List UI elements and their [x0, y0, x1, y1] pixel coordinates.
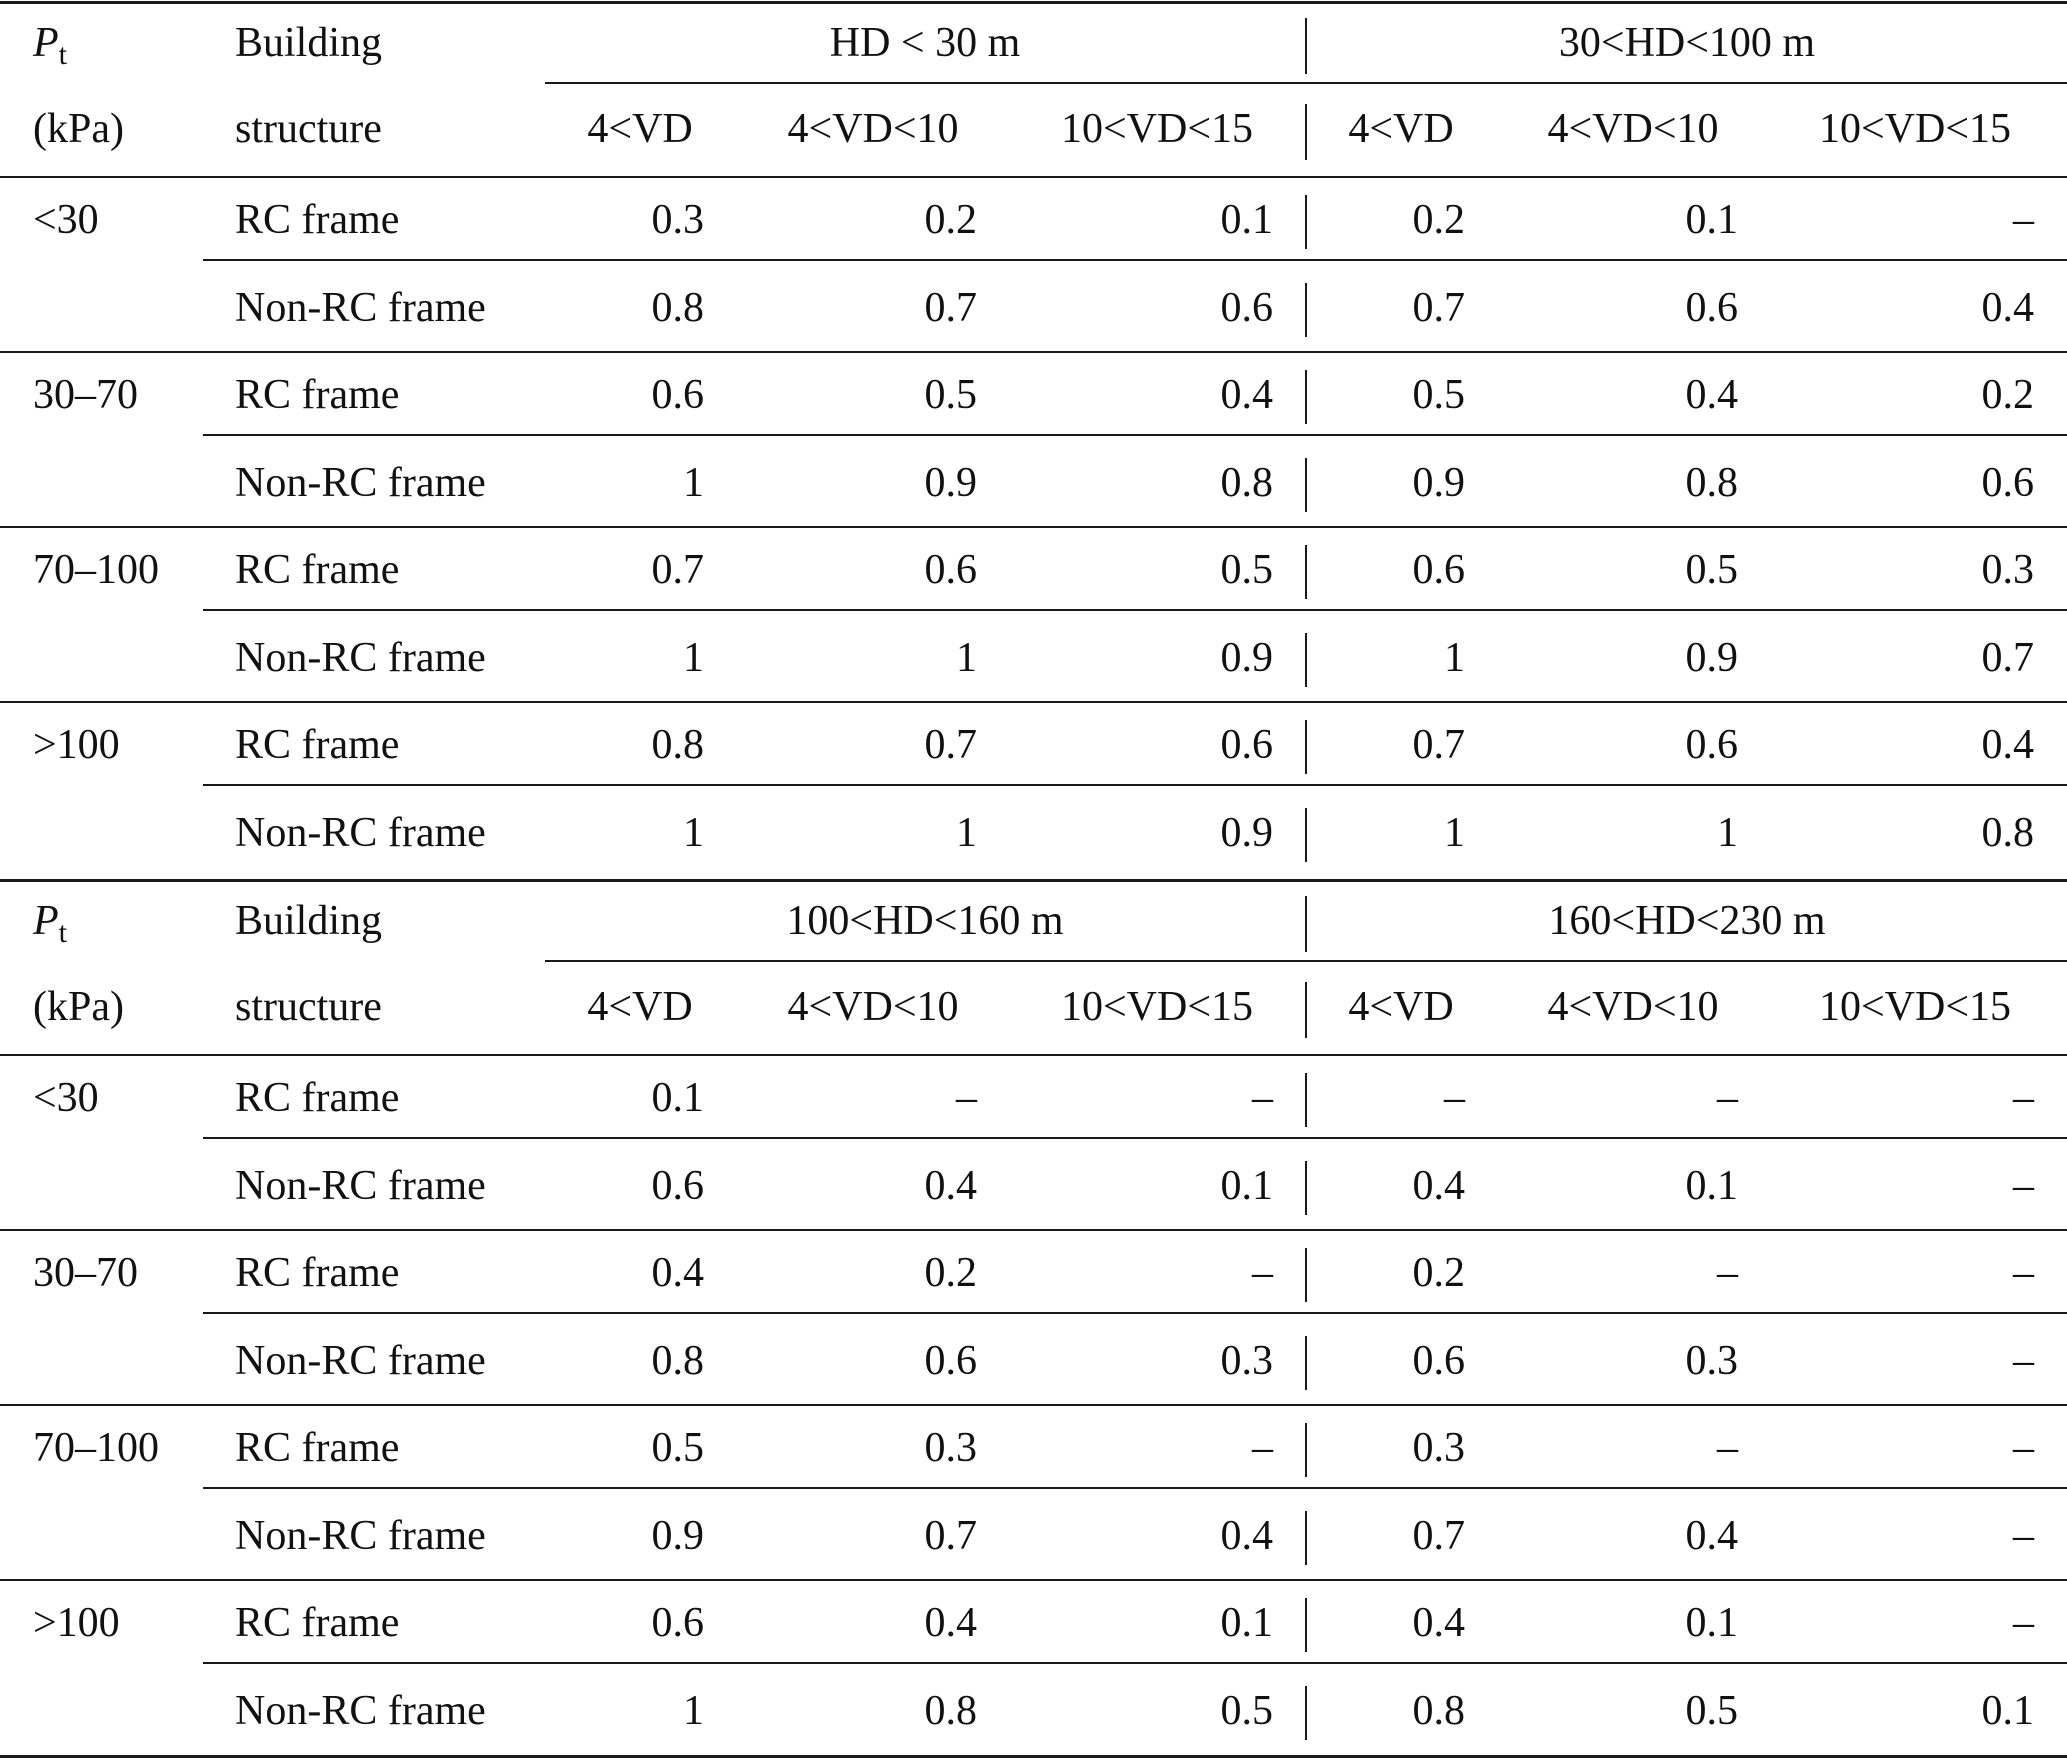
- table-cell-value: 0.1: [1685, 1162, 1738, 1209]
- building-structure-label: Non-RC frame: [235, 1162, 486, 1209]
- table-cell-value: 0.1: [1981, 1687, 2034, 1734]
- pt-header: [33, 18, 67, 71]
- table-cell-value: 1: [683, 809, 704, 856]
- row-column-separator: [1305, 1423, 1307, 1477]
- table-cell-value: 0.6: [651, 372, 704, 418]
- table-cell-value: –: [2013, 1600, 2034, 1646]
- building-structure-label: RC frame: [235, 722, 400, 768]
- table-bottom-rule: [0, 1755, 2067, 1758]
- table-cell-value: 0.4: [1220, 1512, 1273, 1559]
- table-cell-value: 0.9: [1220, 634, 1273, 681]
- table-cell-value: –: [1252, 1250, 1273, 1296]
- row-divider: [203, 434, 2067, 436]
- group-divider: [0, 1229, 2067, 1231]
- row-column-separator: [1305, 1336, 1307, 1390]
- table-cell-value: 0.6: [651, 1600, 704, 1646]
- pt-range-label: 70–100: [33, 547, 159, 593]
- hd-group-rule: [545, 82, 1306, 84]
- hd-group-header: 100<HD<160 m: [786, 898, 1064, 944]
- header-bottom-rule: [0, 176, 2067, 178]
- table-cell-value: 0.2: [924, 197, 977, 243]
- hd-group-rule: [1306, 82, 2067, 84]
- table-cell-value: 0.6: [1220, 722, 1273, 768]
- pt-range-label: <30: [33, 1075, 99, 1121]
- table-cell-value: 0.8: [1981, 809, 2034, 856]
- table-cell-value: 0.4: [924, 1600, 977, 1646]
- row-column-separator: [1305, 1686, 1307, 1740]
- building-structure-label: RC frame: [235, 197, 400, 243]
- row-divider: [203, 1487, 2067, 1489]
- row-divider: [203, 259, 2067, 261]
- row-column-separator: [1305, 545, 1307, 599]
- building-header-line2: structure: [235, 106, 382, 152]
- table-cell-value: 1: [1717, 809, 1738, 856]
- table-cell-value: 0.3: [924, 1425, 977, 1471]
- table-cell-value: 1: [683, 634, 704, 681]
- table-cell-value: –: [1444, 1075, 1465, 1121]
- table-cell-value: 0.6: [1685, 284, 1738, 331]
- vd-column-header: 10<VD<15: [1060, 984, 1254, 1030]
- row-column-separator: [1305, 1598, 1307, 1652]
- table-cell-value: –: [2013, 1075, 2034, 1121]
- table-cell-value: 0.8: [651, 722, 704, 768]
- table-cell-value: 0.6: [651, 1162, 704, 1209]
- table-cell-value: –: [2013, 1337, 2034, 1384]
- row-column-separator: [1305, 1161, 1307, 1215]
- row-divider: [203, 1137, 2067, 1139]
- pt-unit-header: (kPa): [33, 106, 124, 152]
- row-divider: [203, 784, 2067, 786]
- table-cell-value: 0.1: [1220, 1162, 1273, 1209]
- building-structure-label: RC frame: [235, 1600, 400, 1646]
- table-cell-value: 1: [1444, 634, 1465, 681]
- group-divider: [0, 1579, 2067, 1581]
- building-structure-label: Non-RC frame: [235, 809, 486, 856]
- table-cell-value: 0.5: [1220, 1687, 1273, 1734]
- table-cell-value: 0.5: [1412, 372, 1465, 418]
- table-cell-value: 0.8: [651, 284, 704, 331]
- group-divider: [0, 701, 2067, 703]
- table-cell-value: 0.2: [1412, 197, 1465, 243]
- table-cell-value: 0.5: [924, 372, 977, 418]
- table-cell-value: 0.1: [651, 1075, 704, 1121]
- table-cell-value: 0.7: [924, 1512, 977, 1559]
- table-cell-value: 0.4: [924, 1162, 977, 1209]
- table-cell-value: 0.9: [1220, 809, 1273, 856]
- vd-column-header: 10<VD<15: [1818, 984, 2012, 1030]
- building-structure-label: RC frame: [235, 1250, 400, 1296]
- table-cell-value: 0.7: [1412, 722, 1465, 768]
- group-divider: [0, 351, 2067, 353]
- vd-column-header: 4<VD<10: [787, 106, 959, 152]
- table-cell-value: –: [1717, 1250, 1738, 1296]
- pt-range-label: <30: [33, 197, 99, 243]
- hd-group-rule: [545, 960, 1306, 962]
- hd-group-header: HD < 30 m: [829, 20, 1021, 66]
- vd-column-header: 10<VD<15: [1818, 106, 2012, 152]
- table-cell-value: 0.7: [1412, 284, 1465, 331]
- hd-group-header: 160<HD<230 m: [1548, 898, 1826, 944]
- table-cell-value: 0.6: [1981, 459, 2034, 506]
- vd-column-header: 4<VD<10: [1547, 984, 1719, 1030]
- table-cell-value: 0.7: [924, 284, 977, 331]
- table-cell-value: 0.7: [924, 722, 977, 768]
- table-cell-value: 0.6: [1685, 722, 1738, 768]
- table-cell-value: 0.4: [651, 1250, 704, 1296]
- table-cell-value: 0.3: [1412, 1425, 1465, 1471]
- table-cell-value: 0.2: [1412, 1250, 1465, 1296]
- vd-column-header: 4<VD<10: [1547, 106, 1719, 152]
- table-cell-value: –: [1252, 1075, 1273, 1121]
- table-cell-value: 0.9: [924, 459, 977, 506]
- table-cell-value: 0.3: [651, 197, 704, 243]
- building-header-line2: structure: [235, 984, 382, 1030]
- hd-group-header: 30<HD<100 m: [1558, 20, 1816, 66]
- vd-column-header: 4<VD: [587, 106, 693, 152]
- pt-subscript: t: [58, 38, 67, 71]
- row-column-separator: [1305, 1073, 1307, 1127]
- table-cell-value: –: [956, 1075, 977, 1121]
- pt-symbol: P: [33, 898, 59, 944]
- table-cell-value: 0.2: [1981, 372, 2034, 418]
- table-cell-value: 0.4: [1220, 372, 1273, 418]
- table-cell-value: 0.7: [1412, 1512, 1465, 1559]
- table-cell-value: 0.3: [1981, 547, 2034, 593]
- table-cell-value: 0.3: [1685, 1337, 1738, 1384]
- table-cell-value: 0.4: [1412, 1162, 1465, 1209]
- table-cell-value: 0.5: [1685, 1687, 1738, 1734]
- pt-symbol: P: [33, 20, 59, 66]
- building-header-line1: Building: [235, 20, 383, 66]
- table-cell-value: 0.8: [924, 1687, 977, 1734]
- table-cell-value: 0.4: [1685, 1512, 1738, 1559]
- row-divider: [203, 1312, 2067, 1314]
- vd-column-header: 10<VD<15: [1060, 106, 1254, 152]
- pt-unit-header: (kPa): [33, 984, 124, 1030]
- vd-column-header: 4<VD: [1348, 106, 1454, 152]
- header-column-separator: [1305, 18, 1307, 74]
- building-structure-label: Non-RC frame: [235, 1687, 486, 1734]
- row-divider: [203, 1662, 2067, 1664]
- vd-column-header: 4<VD: [587, 984, 693, 1030]
- table-cell-value: 1: [956, 634, 977, 681]
- building-structure-label: Non-RC frame: [235, 1337, 486, 1384]
- table-cell-value: –: [2013, 197, 2034, 243]
- table-cell-value: 0.1: [1220, 1600, 1273, 1646]
- building-structure-label: Non-RC frame: [235, 1512, 486, 1559]
- table-cell-value: 0.4: [1981, 284, 2034, 331]
- table-top-rule: [0, 879, 2067, 882]
- table-cell-value: –: [2013, 1250, 2034, 1296]
- table-cell-value: 0.8: [651, 1337, 704, 1384]
- row-column-separator: [1305, 458, 1307, 512]
- table-cell-value: 0.8: [1220, 459, 1273, 506]
- header-column-separator: [1305, 896, 1307, 952]
- building-structure-label: Non-RC frame: [235, 284, 486, 331]
- row-divider: [203, 609, 2067, 611]
- row-column-separator: [1305, 1248, 1307, 1302]
- table-cell-value: 1: [1444, 809, 1465, 856]
- table-cell-value: –: [1252, 1425, 1273, 1471]
- table-cell-value: 0.3: [1220, 1337, 1273, 1384]
- table-cell-value: 0.2: [924, 1250, 977, 1296]
- table-cell-value: 0.9: [651, 1512, 704, 1559]
- group-divider: [0, 1404, 2067, 1406]
- table-cell-value: 0.5: [1220, 547, 1273, 593]
- table-cell-value: 0.4: [1981, 722, 2034, 768]
- table-cell-value: 0.8: [1412, 1687, 1465, 1734]
- hd-group-rule: [1306, 960, 2067, 962]
- table-cell-value: 0.9: [1412, 459, 1465, 506]
- pt-subscript: t: [58, 916, 67, 949]
- table-cell-value: 1: [683, 1687, 704, 1734]
- vd-column-header: 4<VD<10: [787, 984, 959, 1030]
- pt-range-label: >100: [33, 722, 120, 768]
- table-cell-value: 0.7: [1981, 634, 2034, 681]
- table-cell-value: 0.6: [924, 1337, 977, 1384]
- pt-header: [33, 896, 67, 949]
- table-cell-value: 0.5: [1685, 547, 1738, 593]
- table-cell-value: 1: [683, 459, 704, 506]
- pt-range-label: >100: [33, 1600, 120, 1646]
- pt-range-label: 30–70: [33, 372, 138, 418]
- building-structure-label: RC frame: [235, 547, 400, 593]
- table-cell-value: 0.8: [1685, 459, 1738, 506]
- building-structure-label: RC frame: [235, 372, 400, 418]
- building-header-line1: Building: [235, 898, 383, 944]
- pt-range-label: 70–100: [33, 1425, 159, 1471]
- table-cell-value: –: [1717, 1425, 1738, 1471]
- vd-column-header: 4<VD: [1348, 984, 1454, 1030]
- table-top-rule: [0, 1, 2067, 4]
- building-structure-label: RC frame: [235, 1075, 400, 1121]
- table-cell-value: 0.7: [651, 547, 704, 593]
- pt-range-label: 30–70: [33, 1250, 138, 1296]
- table-cell-value: 0.4: [1412, 1600, 1465, 1646]
- table-cell-value: 0.6: [1412, 1337, 1465, 1384]
- table-cell-value: 0.1: [1685, 1600, 1738, 1646]
- table-cell-value: 1: [956, 809, 977, 856]
- table-cell-value: 0.6: [1412, 547, 1465, 593]
- table-cell-value: 0.1: [1685, 197, 1738, 243]
- header-bottom-rule: [0, 1054, 2067, 1056]
- row-column-separator: [1305, 370, 1307, 424]
- row-column-separator: [1305, 720, 1307, 774]
- table-cell-value: –: [2013, 1425, 2034, 1471]
- table-cell-value: 0.6: [1220, 284, 1273, 331]
- table-cell-value: 0.4: [1685, 372, 1738, 418]
- table-cell-value: –: [2013, 1512, 2034, 1559]
- building-structure-label: Non-RC frame: [235, 634, 486, 681]
- table-cell-value: 0.5: [651, 1425, 704, 1471]
- row-column-separator: [1305, 808, 1307, 862]
- row-column-separator: [1305, 1511, 1307, 1565]
- row-column-separator: [1305, 283, 1307, 337]
- table-cell-value: –: [2013, 1162, 2034, 1209]
- row-column-separator: [1305, 195, 1307, 249]
- table-cell-value: 0.9: [1685, 634, 1738, 681]
- building-structure-label: RC frame: [235, 1425, 400, 1471]
- building-structure-label: Non-RC frame: [235, 459, 486, 506]
- group-divider: [0, 526, 2067, 528]
- row-column-separator: [1305, 633, 1307, 687]
- table-cell-value: 0.6: [924, 547, 977, 593]
- table-cell-value: 0.1: [1220, 197, 1273, 243]
- table-cell-value: –: [1717, 1075, 1738, 1121]
